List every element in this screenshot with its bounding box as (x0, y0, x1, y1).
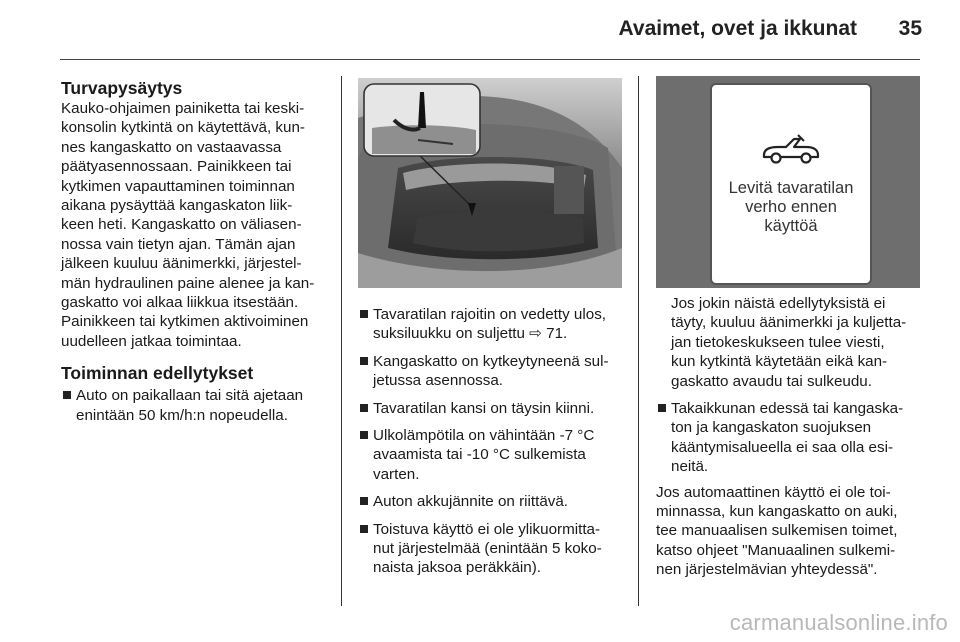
list-item (358, 305, 630, 344)
list-item (358, 399, 630, 418)
list-item (358, 352, 630, 391)
column-divider-1 (341, 76, 342, 606)
text-line: Tavaratilan rajoitin on vedetty ulos, (373, 306, 607, 323)
text-line: Levitä tavaratilan (728, 179, 854, 197)
text-line: Kauko-ohjaimen painiketta tai keski- (61, 100, 305, 117)
list-item (656, 399, 928, 477)
text-line: kun kytkintä käytetään eikä kan- (671, 353, 888, 371)
text-line: gaskatto voi alkaa liikkua itsestään. (61, 294, 299, 312)
text-line: täyty, kuuluu äänimerkki ja kuljetta- (671, 314, 907, 332)
text-line: avaamista tai -10 °C sulkemista (373, 446, 586, 464)
text-line: Ulkolämpötila on vähintään -7 °C (373, 427, 595, 445)
text-line: Painikkeen tai kytkimen aktivoiminen (61, 313, 309, 331)
text-line: Kangaskatto on kytkeytyneenä sul- (373, 352, 609, 370)
text-line: ton ja kangaskaton suojuksen (671, 419, 872, 437)
driver-info-display (710, 83, 872, 285)
text-line: kääntymisalueella ei saa olla esi- (671, 438, 894, 456)
section-heading-safety-stop: Turvapysäytys (61, 78, 183, 98)
header-divider (60, 59, 920, 60)
text-line: nen järjestelmävian yhteydessä". (656, 561, 878, 579)
text-line: uudelleen jatkaa toimintaa. (61, 332, 242, 350)
text-line: minnassa, kun kangaskatto on auki, (656, 503, 898, 521)
text-line: Auton akkujännite on riittävä. (373, 493, 569, 511)
page-number: 35 (898, 17, 922, 40)
watermark: carmanualsonline.info (729, 610, 948, 635)
text-line: tee manuaalisen sulkemisen toimet, (656, 522, 898, 540)
text-line: naista jaksoa peräkkäin). (373, 559, 541, 577)
text-line: jetussa asennossa. (373, 372, 504, 390)
text-line: Tavaratilan kansi on täysin kiinni. (373, 399, 595, 417)
page-header (0, 0, 960, 60)
list-item (358, 520, 630, 578)
text-line: enintään 50 km/h:n nopeudella. (76, 406, 288, 424)
safety-stop-paragraph (61, 99, 336, 351)
page-title: Avaimet, ovet ja ikkunat (618, 17, 857, 40)
section-heading-conditions: Toiminnan edellytykset (61, 363, 254, 384)
column-3 (656, 294, 928, 580)
column-2 (358, 303, 630, 578)
text-line: Takaikkunan edessä tai kangaska- (671, 400, 904, 418)
text-line: kytkimen vapauttaminen toiminnan (61, 177, 295, 195)
text-line: Toistuva käyttö ei ole ylikuormitta- (373, 520, 601, 538)
trunk-load-cover-photo (358, 78, 622, 288)
text-line: Jos jokin näistä edellytyksistä ei (671, 295, 886, 312)
text-line: gaskatto avaudu tai sulkeudu. (671, 372, 872, 390)
column-1 (61, 78, 336, 425)
text-line: Auto on paikallaan tai sitä ajetaan (76, 387, 304, 405)
text-line: keen heti. Kangaskatto on väliasen- (61, 216, 302, 234)
text-line: Jos automaattinen käyttö ei ole toi- (656, 483, 891, 501)
text-line: män hydraulinen paine alenee ja kan- (61, 274, 315, 292)
text-line: käyttöä (764, 217, 818, 235)
display-message-text (712, 179, 870, 236)
text-line: jälkeen kuuluu äänimerkki, järjestel- (61, 255, 302, 273)
text-line: nut järjestelmää (enintään 5 koko- (373, 540, 602, 558)
text-line: verho ennen (745, 198, 837, 216)
text-line: nossa vain tietyn ajan. Tämän ajan (61, 235, 296, 253)
text-line: konsolin kytkintä on käytettävä, kun- (61, 119, 305, 137)
list-item (61, 386, 336, 425)
list-item (358, 426, 630, 484)
manual-closing-paragraph (656, 483, 928, 580)
list-item (358, 492, 630, 511)
text-line: varten. (373, 465, 420, 483)
text-line: jan tietokeskukseen tulee viesti, (671, 333, 885, 351)
text-line: aikana pysäyttää kangaskaton liik- (61, 197, 293, 215)
column-divider-2 (638, 76, 639, 606)
text-line: nes kangaskatto on vastaavassa (61, 138, 282, 156)
text-line: päätyasennossaan. Painikkeen tai (61, 158, 292, 176)
text-line: suksiluukku on suljettu ⇨ 71. (373, 325, 568, 343)
conditions-warning-paragraph (656, 294, 928, 391)
text-line: katso ohjeet "Manuaalinen sulkemi- (656, 541, 896, 559)
text-line: neitä. (671, 458, 709, 476)
convertible-car-icon (760, 133, 822, 167)
